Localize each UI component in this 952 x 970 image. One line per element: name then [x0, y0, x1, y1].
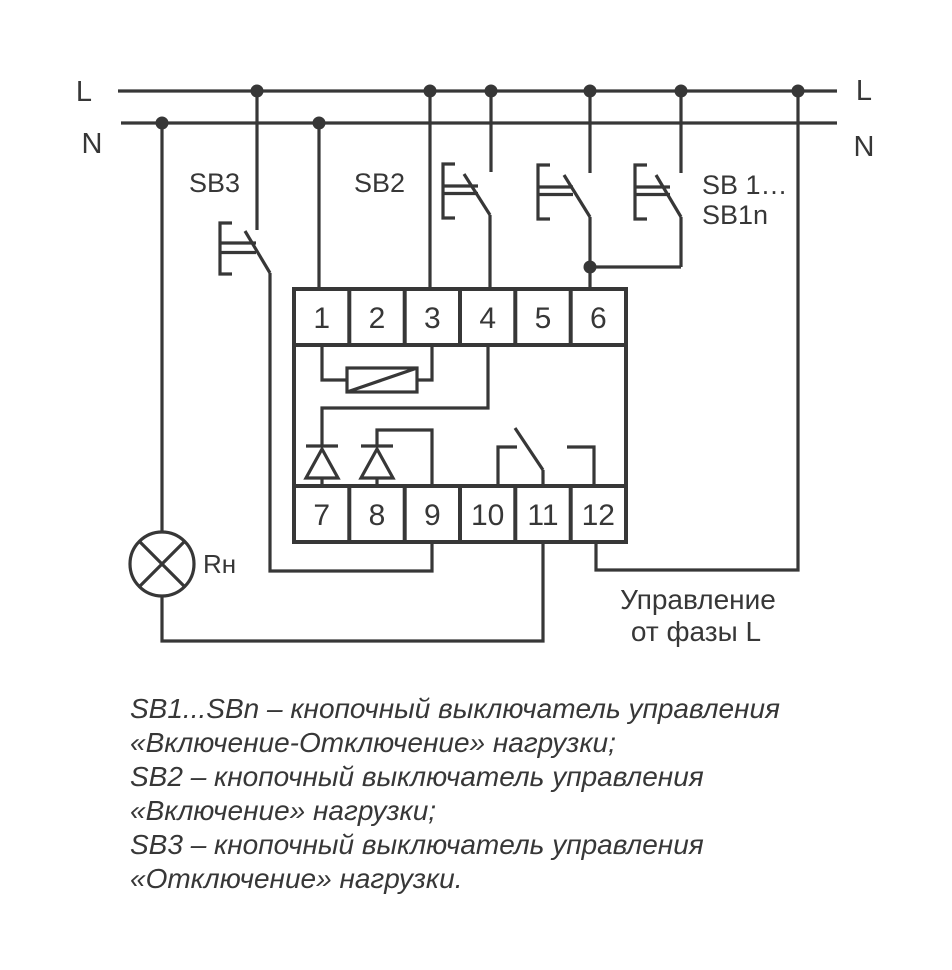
terminal-12: 12 — [581, 499, 615, 532]
sb2-push-button-symbol — [443, 164, 490, 289]
sb1n-push-button-symbol — [635, 165, 681, 267]
terminal-9: 9 — [423, 499, 441, 532]
wire-terminal1-to-coil — [322, 345, 347, 380]
legend-block — [130, 692, 890, 896]
terminal-row-borders — [294, 345, 626, 486]
power-rails — [76, 75, 875, 163]
n-rail-label-left: N — [81, 128, 103, 160]
legend-line: «Отключение» нагрузки. — [130, 863, 463, 894]
legend-line: SB1...SBn – кнопочный выключатель управления — [130, 693, 780, 724]
relay-contact-symbol — [498, 428, 594, 486]
relay-module — [294, 289, 626, 542]
button-linkage — [220, 243, 256, 253]
load-label: Rн — [203, 549, 237, 579]
diode1-symbol — [306, 446, 338, 486]
button-linkage — [538, 187, 573, 195]
l-rail-label-right: L — [855, 75, 873, 107]
contact-blade — [515, 428, 543, 470]
legend-line: «Включение» нагрузки; — [130, 795, 437, 826]
terminal-6: 6 — [589, 302, 607, 335]
control-note-line2: от фазы L — [630, 616, 762, 647]
wire-coil-to-terminal3 — [417, 345, 432, 380]
control-note-line1: Управление — [620, 584, 776, 615]
n-rail-label-right: N — [853, 131, 875, 163]
fixed-contact-terminal12 — [567, 447, 594, 486]
terminal-3: 3 — [423, 302, 441, 335]
legend-line: «Включение-Отключение» нагрузки; — [130, 727, 616, 758]
relay-coil-diagonal — [347, 368, 417, 392]
terminal-2: 2 — [368, 302, 386, 335]
terminal-8: 8 — [368, 499, 386, 532]
terminal-4: 4 — [479, 302, 497, 335]
l-rail-label-left: L — [75, 76, 93, 108]
fixed-contact-terminal10 — [498, 447, 517, 486]
legend-line: SB2 – кнопочный выключатель управления — [130, 761, 704, 792]
button-actuator — [443, 164, 455, 218]
module-internals — [306, 345, 594, 486]
diode-triangle — [306, 449, 338, 478]
diode2-symbol — [361, 430, 432, 486]
button-actuator — [220, 223, 232, 274]
terminal-5: 5 — [534, 302, 552, 335]
sb3-label: SB3 — [189, 168, 241, 198]
lamp-cross — [139, 541, 184, 586]
terminal-1: 1 — [313, 302, 331, 335]
button-actuator — [635, 165, 647, 219]
sb1-label-line1: SB 1… — [702, 170, 788, 200]
terminal-11: 11 — [527, 499, 559, 532]
sb1-label-line2: SB1n — [702, 200, 769, 230]
sb2-label: SB2 — [354, 168, 406, 198]
diode-triangle — [361, 449, 393, 478]
legend-line: SB3 – кнопочный выключатель управления — [130, 829, 704, 860]
terminal-10: 10 — [471, 499, 505, 532]
button-actuator — [538, 165, 550, 219]
terminal-7: 7 — [313, 499, 331, 532]
lamp-symbol — [130, 532, 543, 641]
